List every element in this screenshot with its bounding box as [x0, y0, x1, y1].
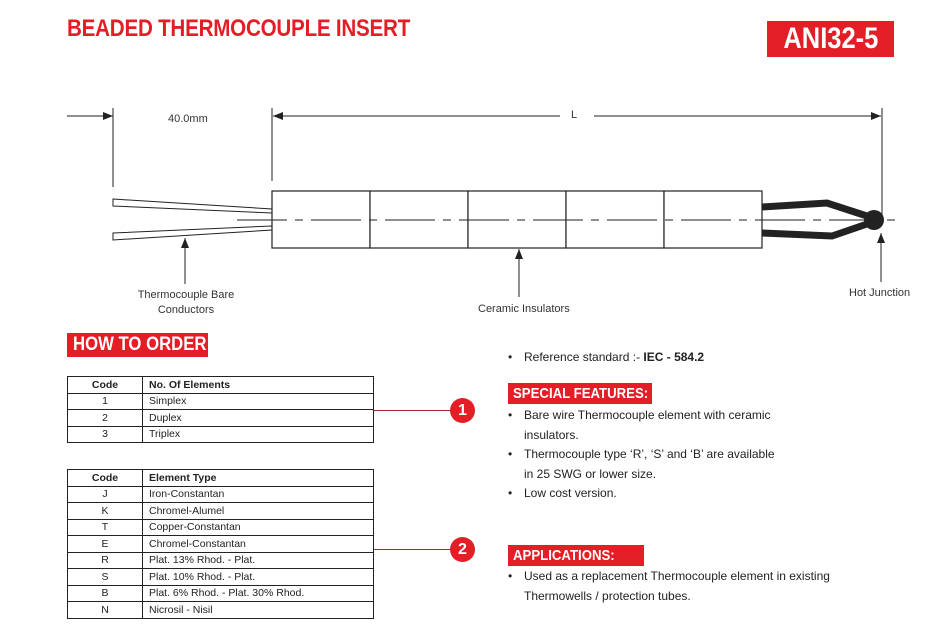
col-header-code: Code	[68, 377, 143, 394]
applications-heading	[508, 545, 644, 566]
code-cell: S	[68, 569, 143, 586]
conductors-label	[130, 288, 242, 318]
special-features-text: SPECIAL FEATURES:	[513, 385, 649, 402]
value-cell: Chromel-Alumel	[143, 503, 374, 520]
table1-connector	[374, 410, 452, 411]
table-header-row	[68, 470, 374, 487]
table-row	[68, 569, 374, 586]
element-type-table	[67, 469, 374, 619]
feature-item: • Thermocouple type ‘R’, ‘S’ and ‘B’ are available in 25 SWG or lower size.	[508, 445, 783, 484]
how-to-order-text: HOW TO ORDER	[73, 334, 207, 355]
code-cell: 3	[68, 426, 143, 443]
table-row	[68, 410, 374, 427]
table2-number-badge: 2	[450, 537, 475, 562]
table-row	[68, 393, 374, 410]
col-header-code: Code	[68, 470, 143, 487]
code-cell: E	[68, 536, 143, 553]
table-row	[68, 503, 374, 520]
table-row	[68, 602, 374, 619]
table-header-row	[68, 377, 374, 394]
reference-label: Reference standard :-	[524, 350, 641, 364]
special-features-heading	[508, 383, 652, 404]
value-cell: Plat. 6% Rhod. - Plat. 30% Rhod.	[143, 585, 374, 602]
value-cell: Iron-Constantan	[143, 486, 374, 503]
special-features-list	[508, 406, 783, 504]
bare-conductor-bottom	[113, 226, 272, 240]
table1-number-badge: 1	[450, 398, 475, 423]
insulators-label: Ceramic Insulators	[478, 303, 570, 315]
reference-item	[508, 348, 704, 368]
table-row	[68, 426, 374, 443]
table-row	[68, 552, 374, 569]
code-cell: K	[68, 503, 143, 520]
value-cell: Copper-Constantan	[143, 519, 374, 536]
table-row	[68, 486, 374, 503]
feature-item: • Low cost version.	[508, 484, 783, 504]
code-cell: N	[68, 602, 143, 619]
table-row	[68, 519, 374, 536]
bare-conductor-top	[113, 199, 272, 213]
value-cell: Triplex	[143, 426, 374, 443]
code-cell: R	[68, 552, 143, 569]
dimension-L-label: L	[571, 109, 578, 121]
application-item: • Used as a replacement Thermocouple element in existing Thermowells / protection tubes.	[508, 567, 838, 606]
value-cell: Simplex	[143, 393, 374, 410]
code-cell: B	[68, 585, 143, 602]
product-code: ANI32-5	[783, 22, 878, 55]
code-cell: 2	[68, 410, 143, 427]
reference-standard	[508, 348, 704, 368]
applications-list	[508, 567, 838, 606]
applications-text: APPLICATIONS:	[513, 547, 615, 564]
value-cell: Chromel-Constantan	[143, 536, 374, 553]
elements-table	[67, 376, 374, 443]
hot-junction-label: Hot Junction	[849, 287, 911, 299]
table-row	[68, 585, 374, 602]
col-header-elements: No. Of Elements	[143, 377, 374, 394]
table2-connector	[374, 549, 452, 550]
junction-wire-bottom	[762, 223, 870, 236]
conductors-label-line1: Thermocouple Bare	[137, 289, 235, 301]
code-cell: T	[68, 519, 143, 536]
code-cell: 1	[68, 393, 143, 410]
conductors-label-line2: Conductors	[157, 304, 215, 316]
value-cell: Plat. 13% Rhod. - Plat.	[143, 552, 374, 569]
value-cell: Plat. 10% Rhod. - Plat.	[143, 569, 374, 586]
hot-junction-bead	[864, 210, 884, 230]
code-cell: J	[68, 486, 143, 503]
dimension-40mm-label: 40.0mm	[168, 113, 208, 125]
col-header-element-type: Element Type	[143, 470, 374, 487]
how-to-order-heading	[67, 333, 208, 357]
value-cell: Duplex	[143, 410, 374, 427]
page-title: BEADED THERMOCOUPLE INSERT	[67, 15, 411, 42]
reference-value: IEC - 584.2	[643, 350, 705, 364]
table-row	[68, 536, 374, 553]
junction-wire-top	[762, 203, 870, 217]
feature-item: • Bare wire Thermocouple element with ceramic insulators.	[508, 406, 783, 445]
value-cell: Nicrosil - Nisil	[143, 602, 374, 619]
